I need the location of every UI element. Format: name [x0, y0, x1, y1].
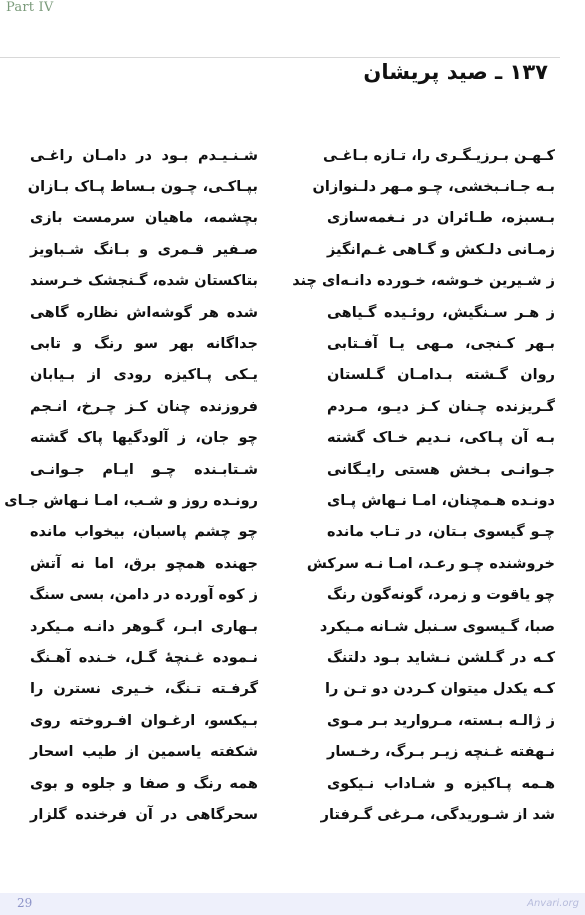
verse-row	[30, 705, 555, 736]
verse-row	[30, 548, 555, 579]
hemistich-left: گـریزنده چـنان کـز دیـو، مـردم	[327, 398, 555, 415]
verse-row	[30, 360, 555, 391]
hemistich-left: کـه یکدل میتوان کـردن دو تـن را	[324, 681, 555, 698]
hemistich-left: ز هـر سـنگیش، روئـیده گـیاهی	[327, 304, 555, 321]
verse-row	[30, 736, 555, 767]
hemistich-left: نـهفته غـنچه زیـر بـرگ، رخـسار	[327, 744, 555, 761]
footer-bar	[0, 893, 585, 915]
verse-row	[30, 391, 555, 422]
verse-row	[30, 266, 555, 297]
part-label: Part IV	[6, 0, 54, 15]
hemistich-right: چو چشم پاسبان، بیخواب مانده	[30, 524, 258, 541]
hemistich-left: کـه در گـلشن نـشاید بـود دلتنگ	[327, 649, 555, 666]
hemistich-left: جـوانـی بـخش هستی رایـگانی	[327, 461, 555, 478]
verse-row	[30, 579, 555, 610]
hemistich-right: شکفته یاسمین از طیب اسحار	[30, 744, 258, 761]
hemistich-right: گرفـته تـنگ، خـیری نسترن را	[30, 681, 258, 698]
hemistich-left: صبا، گـیسوی سـنبل شـانه مـیکرد	[319, 618, 555, 635]
verse-row	[4, 485, 555, 516]
hemistich-left: دونـده هـمچنان، امـا نـهاش پـای	[327, 492, 555, 509]
verse-row	[30, 234, 555, 265]
hemistich-left: چو یاقوت و زمرد، گونه‌گون رنگ	[327, 587, 555, 604]
hemistich-right: بـهاری ابـر، گـوهر دانـه مـیکرد	[30, 618, 258, 635]
hemistich-right: بچشمه، ماهیان سرمست بازی	[30, 210, 258, 227]
hemistich-right: سحرگاهی در آن فرخنده گلزار	[30, 806, 258, 823]
verse-row	[30, 674, 555, 705]
verse-row	[30, 454, 555, 485]
hemistich-left: بـسبزه، طـائران در نـغمه‌سازی	[327, 210, 555, 227]
hemistich-right: بپـاکـی، چـون بـساط پـاک بـازان	[27, 179, 258, 196]
hemistich-right: شـنـیـدم بـود در دامـان راغـی	[30, 147, 258, 164]
hemistich-right: بـیکسو، ارغـوان افـروخته روی	[30, 712, 258, 729]
watermark: Anvari.org	[527, 898, 579, 909]
verse-row	[30, 203, 555, 234]
verse-row	[30, 297, 555, 328]
hemistich-left: ز شـیرین خـوشه، خـورده دانـه‌ای چند	[292, 273, 555, 290]
hemistich-left: روان گـشته بـدامـان گـلستان	[327, 367, 555, 384]
hemistich-left: شد از شـوریدگی، مـرغی گـرفتار	[320, 806, 555, 823]
hemistich-right: جداگانه بهر سو رنگ و تابی	[30, 336, 258, 353]
verse-row	[30, 768, 555, 799]
verse-row	[30, 642, 555, 673]
poem-title: ۱۳۷ ـ صید پریشان	[363, 60, 548, 84]
verse-row	[27, 171, 555, 202]
hemistich-right: رونـده روز و شـب، امـا نـهاش جـای	[4, 492, 258, 509]
hemistich-right: چو جان، ز آلودگیها پاک گشته	[30, 430, 258, 447]
hemistich-left: بـه جـانـبخشی، چـو مـهر دلـنوازان	[312, 179, 555, 196]
hemistich-right: صـفیر قـمری و بـانگ شـباویز	[30, 241, 258, 258]
verse-row	[30, 140, 555, 171]
hemistich-right: فروزنده چنان کـز چـرخ، انـجم	[30, 398, 258, 415]
hemistich-right: شـتابـنده چـو ایـام جـوانـی	[30, 461, 258, 478]
hemistich-left: چـو گیسوی بـتان، در تـاب مانده	[327, 524, 555, 541]
hemistich-left: بـهر کـنجی، مـهی یـا آفـتابی	[327, 336, 555, 353]
header-divider	[0, 57, 560, 58]
hemistich-left: خروشنده چـو رعـد، امـا نـه سرکش	[306, 555, 555, 572]
hemistich-right: بتاکستان شده، گـنجشک خـرسند	[30, 273, 258, 290]
hemistich-right: جهنده همچو برق، اما نه آتش	[30, 555, 258, 572]
hemistich-right: یـکی پـاکیزه رودی از بـیابان	[30, 367, 258, 384]
hemistich-right: شده هر گوشه‌اش نظاره گاهی	[30, 304, 258, 321]
verse-row	[30, 517, 555, 548]
hemistich-left: زمـانی دلـکش و گـاهی غـم‌انگیز	[327, 241, 555, 258]
hemistich-left: کـهـن بـرزیـگـری را، تـازه بـاغـی	[323, 147, 555, 164]
hemistich-left: ز ژالـه بـسته، مـروارید بـر مـوی	[327, 712, 555, 729]
verse-row	[30, 423, 555, 454]
hemistich-right: همه رنگ و صفا و جلوه و بوی	[30, 775, 258, 792]
hemistich-left: بـه آن پـاکی، نـدیم خـاک گشته	[327, 430, 555, 447]
verse-row	[30, 611, 555, 642]
hemistich-left: هـمه پـاکیزه و شـاداب نـیکوی	[327, 775, 555, 792]
verse-row	[30, 328, 555, 359]
poem-body	[4, 140, 555, 831]
hemistich-right: نـموده غـنچۀ گـل، خـنده آهـنگ	[30, 649, 258, 666]
hemistich-right: ز کوه آورده در دامن، بسی سنگ	[29, 587, 258, 604]
page-number: 29	[17, 896, 33, 910]
verse-row	[30, 799, 555, 830]
